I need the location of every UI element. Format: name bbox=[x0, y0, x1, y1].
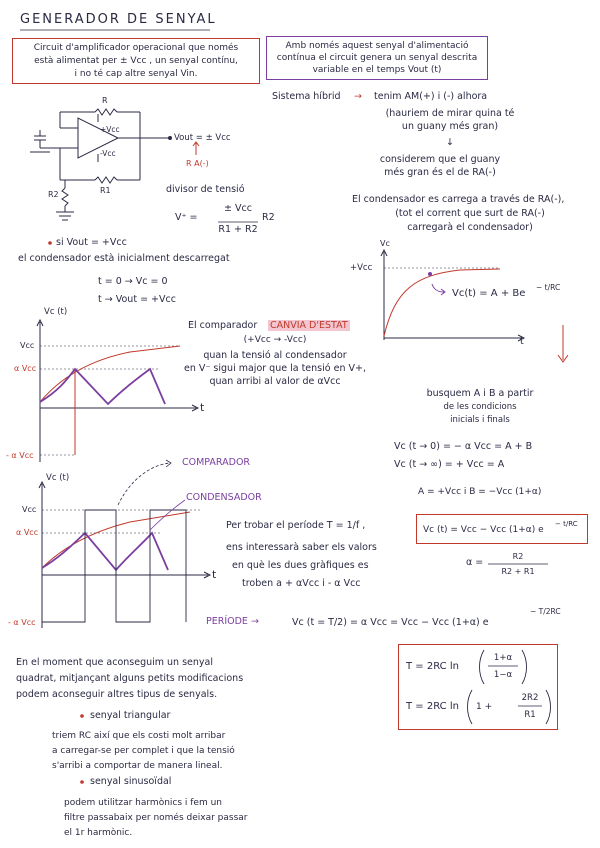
eq-tinf: Vc (t → ∞) = + Vcc = A bbox=[394, 459, 505, 470]
divisor-rhs: R2 bbox=[262, 212, 275, 223]
comparador-paren: (+Vcc → -Vcc) bbox=[243, 335, 307, 345]
vc-box-exp: − t/RC bbox=[555, 520, 578, 528]
intro-right-line-3: variable en el temps Vout (t) bbox=[312, 65, 442, 75]
graph3-condensador-label: CONDENSADOR bbox=[186, 492, 262, 503]
tinf-line: t → Vout = +Vcc bbox=[98, 294, 176, 305]
divisor-lhs: V⁺ = bbox=[175, 212, 198, 223]
comparador-line-3: quan arribi al valor de αVcc bbox=[209, 376, 341, 387]
graph3-ylabel: Vc (t) bbox=[46, 473, 70, 483]
circuit-ra-label: R A(-) bbox=[186, 159, 209, 168]
graph3-xlabel: t bbox=[212, 568, 217, 581]
t-formula-1: T = 2RC ln bbox=[406, 661, 459, 672]
graph3-y-avcc: α Vcc bbox=[16, 528, 39, 537]
circuit-vout-label: Vout = ± Vcc bbox=[174, 133, 231, 143]
circuit-minus-vcc: -Vcc bbox=[100, 149, 116, 158]
graph1-xlabel: t bbox=[520, 336, 524, 347]
triangular-line-1: triem RC així que els costi molt arribar bbox=[52, 731, 226, 741]
t0-line: t = 0 → Vc = 0 bbox=[98, 276, 168, 287]
graph3-y-mavcc: - α Vcc bbox=[8, 618, 36, 627]
periode-eq-exp: − T/2RC bbox=[530, 607, 561, 616]
periode-eq: Vc (t = T/2) = α Vcc = Vcc − Vcc (1+α) e bbox=[292, 617, 489, 628]
graph2-y-avcc: α Vcc bbox=[14, 364, 37, 373]
intro-right-line-2: contínua el circuit genera un senyal descrita bbox=[276, 53, 478, 63]
t-formula-2-a: 1 + bbox=[476, 702, 493, 712]
comparador-line-1: quan la tensió al condensador bbox=[203, 350, 347, 361]
sistema-text-1: tenim AM(+) i (-) alhora bbox=[374, 91, 488, 102]
periode-text-3: en què les dues gràfiques es bbox=[232, 560, 369, 571]
comparador-pre: El comparador bbox=[188, 320, 258, 331]
periode-text-4: troben a + αVcc i - α Vcc bbox=[242, 578, 361, 589]
t-formula-2-den: R1 bbox=[524, 710, 536, 720]
ab-line: A = +Vcc i B = −Vcc (1+α) bbox=[418, 487, 542, 497]
circuit-r-label: R bbox=[102, 96, 108, 105]
periode-text-2: ens interessarà saber els valors bbox=[226, 542, 377, 553]
t-formula-1-num: 1+α bbox=[493, 653, 513, 663]
graph1-eq: Vc(t) = A + Be bbox=[452, 288, 526, 299]
sinusoidal-line-2: filtre passabaix per només deixar passar bbox=[64, 813, 248, 823]
graph-vc-square bbox=[39, 482, 210, 628]
bottom-p1-line-1: En el moment que aconseguim un senyal bbox=[16, 657, 213, 668]
sistema-text-4: considerem que el guany bbox=[379, 154, 501, 165]
bottom-p1-line-2: quadrat, mitjançant alguns petits modificacions bbox=[16, 673, 244, 684]
divisor-num: ± Vcc bbox=[224, 203, 252, 214]
circuit-r2-label: R2 bbox=[48, 190, 59, 199]
graph1-eq-exp: − t/RC bbox=[536, 283, 561, 292]
periode-label: PERÍODE → bbox=[206, 616, 259, 627]
comparador-highlight-text: CANVIA D'ESTAT bbox=[270, 320, 348, 331]
divisor-den: R1 + R2 bbox=[218, 224, 258, 235]
alpha-num: R2 bbox=[512, 552, 524, 561]
condensador-line-1: El condensador es carrega a través de RA(-), bbox=[352, 194, 565, 205]
busquem-line-3: inicials i finals bbox=[450, 415, 510, 425]
intro-left-line-3: i no té cap altre senyal Vin. bbox=[74, 69, 198, 79]
graph2-xlabel: t bbox=[200, 401, 205, 414]
intro-box-right bbox=[266, 36, 488, 80]
page-title: GENERADOR DE SENYAL bbox=[20, 12, 217, 27]
inicial-line: el condensador està inicialment descarregat bbox=[18, 253, 230, 264]
graph3-comparador-label: COMPARADOR bbox=[182, 457, 251, 468]
bottom-p1-line-3: podem aconseguir altres tipus de senyals. bbox=[16, 689, 218, 700]
condensador-line-3: carregarà el condensador) bbox=[407, 222, 533, 233]
graph-vc-comparador bbox=[37, 320, 198, 462]
sistema-text-2: (hauriem de mirar quina té bbox=[385, 108, 515, 119]
vc-equation-box bbox=[416, 514, 588, 544]
t-formula-2: T = 2RC ln bbox=[406, 701, 459, 712]
graph1-y1: +Vcc bbox=[350, 263, 373, 273]
comparador-highlight bbox=[268, 320, 350, 332]
sistema-arrow: → bbox=[354, 91, 362, 102]
sistema-label: Sistema híbrid bbox=[272, 91, 341, 102]
bullet-triangular: senyal triangular bbox=[90, 710, 171, 721]
circuit-plus-vcc: +Vcc bbox=[100, 125, 120, 134]
intro-right-line-1: Amb només aquest senyal d'alimentació bbox=[285, 41, 469, 51]
alpha-lhs: α = bbox=[466, 557, 484, 568]
sistema-text-5: més gran és el de RA(-) bbox=[384, 167, 496, 178]
busquem-line-2: de les condicions bbox=[443, 402, 517, 412]
intro-left-line-1: Circuit d'amplificador operacional que només bbox=[33, 43, 239, 53]
condensador-line-2: (tot el corrent que surt de RA(-) bbox=[395, 208, 545, 219]
graph1-ylabel: Vc bbox=[380, 239, 390, 248]
t-formula-2-num: 2R2 bbox=[521, 693, 539, 703]
intro-box-left bbox=[12, 38, 260, 84]
graph2-ylabel: Vc (t) bbox=[44, 307, 68, 317]
si-line: si Vout = +Vcc bbox=[56, 237, 127, 248]
sinusoidal-line-1: podem utilitzar harmònics i fem un bbox=[64, 798, 223, 808]
comparador-line-2: en V⁻ sigui major que la tensió en V+, bbox=[184, 363, 366, 374]
triangular-line-2: a carregar-se per complet i que la tensió bbox=[52, 746, 235, 756]
circuit-r1-label: R1 bbox=[100, 186, 111, 195]
intro-left-line-2: està alimentat per ± Vcc , un senyal contínu, bbox=[34, 56, 238, 66]
sinusoidal-line-3: el 1r harmònic. bbox=[64, 828, 133, 838]
busquem-line-1: busquem A i B a partir bbox=[426, 388, 534, 399]
graph2-y-mavcc: - α Vcc bbox=[6, 451, 34, 460]
eq-t0: Vc (t → 0) = − α Vcc = A + B bbox=[394, 441, 533, 452]
divisor-label: divisor de tensió bbox=[166, 184, 245, 195]
sistema-down-arrow: ↓ bbox=[446, 137, 454, 148]
sistema-text-3: un guany més gran) bbox=[401, 121, 499, 132]
triangular-line-3: s'arribi a comportar de manera lineal. bbox=[52, 761, 223, 771]
graph3-y-vcc: Vcc bbox=[22, 505, 37, 514]
bullet-sinusoidal: senyal sinusoïdal bbox=[90, 776, 172, 787]
periode-text-1: Per trobar el període T = 1/f , bbox=[226, 520, 366, 531]
t-formula-1-den: 1−α bbox=[493, 670, 513, 680]
graph2-y-vcc: Vcc bbox=[20, 341, 35, 350]
alpha-den: R2 + R1 bbox=[501, 567, 535, 576]
vc-box-eq: Vc (t) = Vcc − Vcc (1+α) e bbox=[423, 525, 544, 535]
